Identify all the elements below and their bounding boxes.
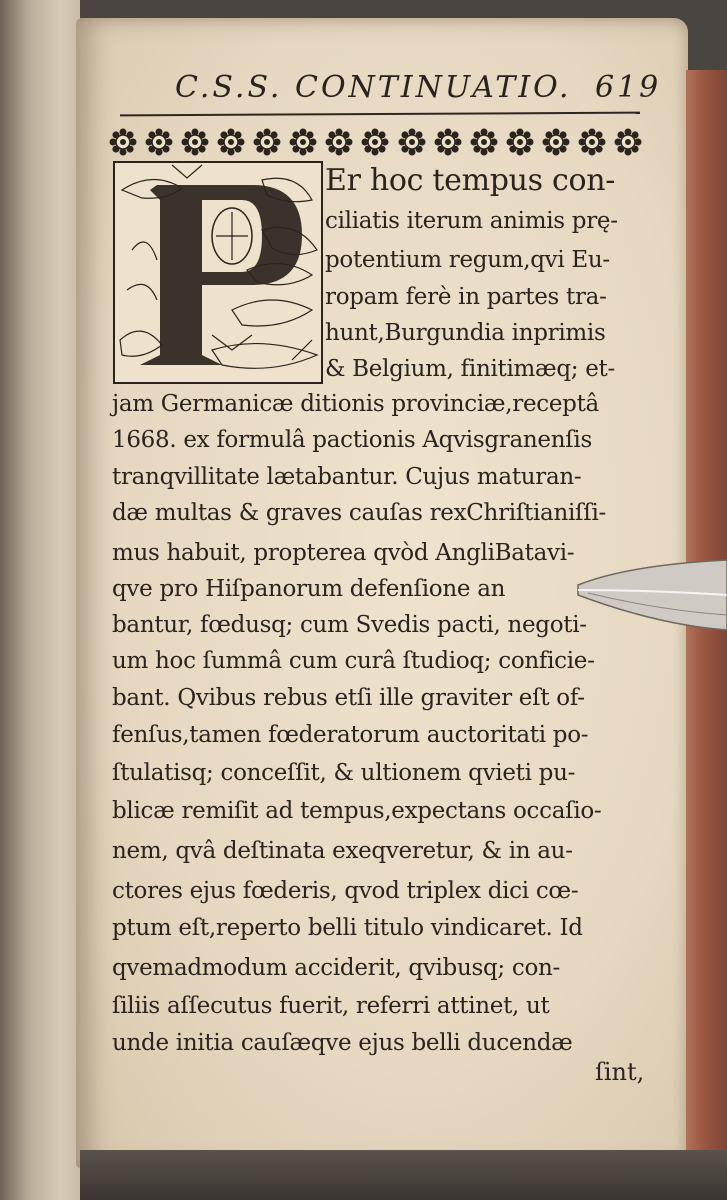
- flower-ornament-icon: [288, 127, 318, 157]
- text-line: potentium regum,qvi Eu-: [325, 247, 610, 273]
- text-line: ſtulatisq; conceſſit, & ultionem qvieti pu-: [112, 760, 576, 786]
- catchword: ſint,: [595, 1058, 645, 1086]
- text-line: um hoc ſummâ cum curâ ſtudioq; conficie-: [112, 648, 595, 674]
- text-line: qvemadmodum acciderit, qvibusq; con-: [112, 955, 560, 981]
- flower-ornament-icon: [144, 127, 174, 157]
- text-line: ſiliis aſſecutus fuerit, referri attinet, ut: [112, 993, 550, 1019]
- text-line: ptum eſt,reperto belli titulo vindicaret. Id: [112, 915, 583, 941]
- ornament-band: [108, 124, 643, 160]
- flower-ornament-icon: [360, 127, 390, 157]
- text-line: & Belgium, finitimæq; et-: [325, 356, 615, 382]
- text-line: mus habuit, propterea qvòd AngliBatavi-: [112, 540, 575, 566]
- flower-ornament-icon: [324, 127, 354, 157]
- text-line: dæ multas & graves cauſas rexChriſtianiſſi-: [112, 500, 606, 526]
- flower-ornament-icon: [397, 127, 427, 157]
- flower-ornament-icon: [541, 127, 571, 157]
- text-line: bantur, fœdusq; cum Svedis pacti, negoti-: [112, 612, 587, 638]
- text-line: ctores ejus fœderis, qvod triplex dici cœ-: [112, 878, 579, 904]
- text-line: unde initia cauſæqve ejus belli ducendæ: [112, 1030, 573, 1056]
- text-line: hunt,Burgundia inprimis: [325, 320, 606, 346]
- left-page-edge: [0, 0, 80, 1200]
- running-head-title: C.S.S. CONTINUATIO.: [175, 70, 572, 105]
- flower-ornament-icon: [577, 127, 607, 157]
- flower-ornament-icon: [216, 127, 246, 157]
- text-line: bant. Qvibus rebus etſi ille graviter eſt of-: [112, 685, 585, 711]
- text-line: tranqvillitate lætabantur. Cujus maturan-: [112, 464, 582, 490]
- flower-ornament-icon: [108, 127, 138, 157]
- flower-ornament-icon: [469, 127, 499, 157]
- background-shadow: [80, 1150, 727, 1200]
- text-line: fenſus,tamen fœderatorum auctoritati po-: [112, 722, 589, 748]
- page-number: 619: [595, 70, 662, 105]
- flower-ornament-icon: [505, 127, 535, 157]
- drop-cap-initial: [112, 160, 324, 385]
- knife-blade: [578, 555, 727, 640]
- flower-ornament-icon: [613, 127, 643, 157]
- text-line: nem, qvâ deſtinata exeqveretur, & in au-: [112, 838, 573, 864]
- text-line: ciliatis iterum animis prę-: [325, 208, 618, 234]
- text-line: jam Germanicæ ditionis provinciæ,receptâ: [112, 391, 599, 417]
- flower-ornament-icon: [433, 127, 463, 157]
- text-line: ropam ferè in partes tra-: [325, 284, 607, 310]
- flower-ornament-icon: [180, 127, 210, 157]
- running-head: [175, 70, 662, 110]
- text-line: qve pro Hiſpanorum defenſione an: [112, 576, 506, 602]
- text-line: Er hoc tempus con-: [325, 163, 616, 198]
- flower-ornament-icon: [252, 127, 282, 157]
- text-line: 1668. ex formulâ pactionis Aqvisgranenſis: [112, 427, 592, 453]
- text-line: blicæ remiſit ad tempus,expectans occaſio-: [112, 798, 602, 824]
